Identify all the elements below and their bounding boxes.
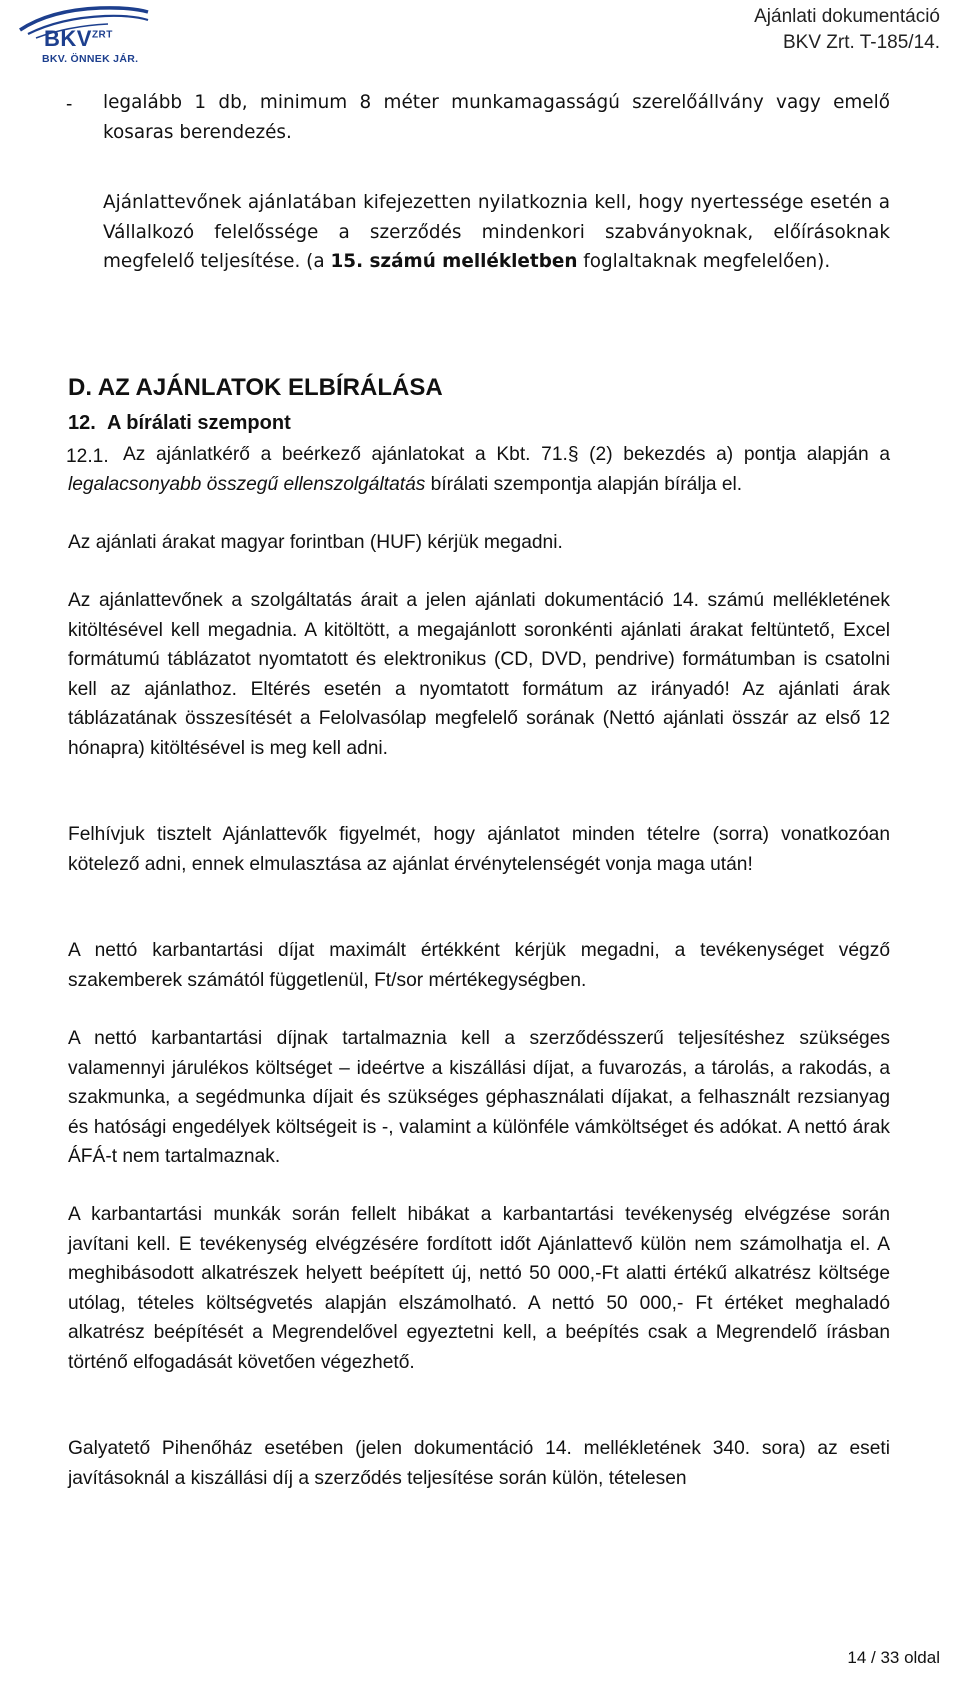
item-number: 12.1.: [66, 446, 109, 467]
section-heading: D. AZ AJÁNLATOK ELBÍRÁLÁSA: [68, 374, 443, 401]
bkv-logo: [4, 0, 154, 70]
bullet-text: legalább 1 db, minimum 8 méter munkamagasságú szerelőállvány vagy emelő kosaras berendezés.: [103, 92, 890, 143]
paragraph-prices: Az ajánlattevőnek a szolgáltatás árait a jelen ajánlati dokumentáció 14. számú mellékletének kitöltésével kell megadnia. A kitöltött, a megajánlott soronkénti ajánlati árakat feltüntető, Excel formátumú táblázatot nyomtatott és elektronikus (CD, DVD, pendrive) formátumban is csatolni kell az ajánlathoz. Eltérés esetén a nyomtatott formátum az irányadó! Az ajánlati árak táblázatának összesítését a Felolvasólap megfelelő sorának (Nettó ajánlati összár az első 12 hónapra) kitöltésével is meg kell adni.: [68, 590, 890, 759]
evaluation-criterion: Az ajánlatkérő a beérkező ajánlatokat a Kbt. 71.§ (2) bekezdés a) pontja alapján a legalacsonyabb összegű ellenszolgáltatás bírálati szempontja alapján bírálja el.: [68, 444, 890, 495]
paragraph-huf: Az ajánlati árakat magyar forintban (HUF) kérjük megadni.: [68, 532, 563, 553]
document-reference: BKV Zrt. T-185/14.: [782, 32, 940, 53]
paragraph-attention: Felhívjuk tisztelt Ajánlattevők figyelmét, hogy ajánlatot minden tételre (sorra) vonatkozóan kötelező adni, ennek elmulasztása az ajánlat érvénytelenségét vonja maga után!: [68, 824, 890, 875]
paragraph-repairs: A karbantartási munkák során fellelt hibákat a karbantartási tevékenység elvégzése során javítani kell. E tevékenység elvégzésére fordított időt Ajánlattevő külön nem számolhatja el. A meghibásodott alkatrészek helyett beépített új, nettó 50 000,-Ft alatti értékű alkatrész költsége utólag, tételes költségvetés alapján elszámolható. A nettó 50 000,- Ft értéket meghaladó alkatrész beépítését a Megrendelővel egyeztetni kell, a beépítés csak a Megrendelő írásban történő elfogadását követően végezhető.: [68, 1204, 890, 1373]
bullet-dash: -: [66, 94, 73, 115]
logo-slogan: BKV. ÖNNEK JÁR.: [42, 53, 139, 65]
paragraph-galyateto: Galyatető Pihenőház esetében (jelen dokumentáció 14. mellékletének 340. sora) az eseti javításoknál a kiszállási díj a szerződés teljesítése során külön, tételesen: [68, 1438, 890, 1489]
logo-brand: $BKV^{ZRT}$: [44, 26, 113, 51]
page-number: 14 / 33 oldal: [847, 1648, 940, 1667]
document-title: Ajánlati dokumentáció: [754, 6, 940, 27]
paragraph-fee-content: A nettó karbantartási díjnak tartalmaznia kell a szerződésszerű teljesítéshez szükséges valamennyi járulékos költséget – ideértve a kiszállási díjat, a fuvarozás, a tárolás, a rakodás, a szakmunka, a segédmunka díjait és szükséges géphasználati díjakat, a felhasznált rezsianyag és hatósági engedélyek költségeit is -, valamint a különféle vámköltséget és adókat. A nettó árak ÁFÁ-t nem tartalmaznak.: [68, 1028, 890, 1167]
subsection-heading: 12. A bírálati szempont: [68, 412, 291, 434]
paragraph-net-fee: A nettó karbantartási díjat maximált értékként kérjük megadni, a tevékenységet végző szakemberek számától függetlenül, Ft/sor mértékegységben.: [68, 940, 890, 991]
paragraph-obligation: Ajánlattevőnek ajánlatában kifejezetten nyilatkoznia kell, hogy nyertessége esetén a Vállalkozó felelőssége a szerződés mindenkori szabványoknak, előírásoknak megfelelő teljesítése. (a 15. számú mellékletben foglaltaknak megfelelően).: [103, 192, 890, 272]
